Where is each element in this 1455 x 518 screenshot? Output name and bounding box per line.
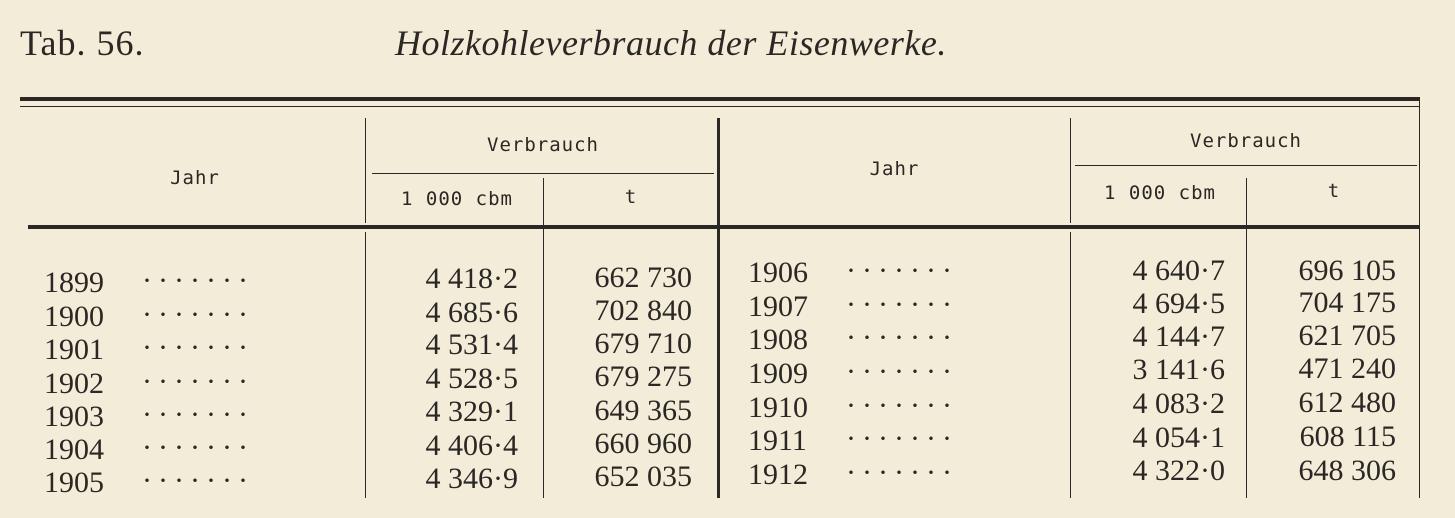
unit-weight-header-left: t — [624, 186, 638, 208]
table-right-edge — [1419, 100, 1420, 498]
volume-cell: 4 322·0 — [1132, 454, 1225, 487]
weight-cell: 648 306 — [1298, 454, 1396, 487]
leader-dots: ······· — [142, 365, 254, 398]
weight-cell: 621 705 — [1298, 319, 1396, 352]
leader-dots: ······· — [846, 422, 958, 455]
volume-cell: 4 346·9 — [425, 462, 518, 495]
header-bottom-rule — [28, 225, 1420, 229]
consumption-header-right: Verbrauch — [1190, 130, 1302, 152]
weight-cell: 679 710 — [594, 327, 692, 360]
volume-cell: 4 528·5 — [425, 362, 518, 395]
weight-cell: 660 960 — [594, 427, 692, 460]
year-cell: 1902 — [44, 367, 104, 400]
table-number: Tab. 56. — [20, 23, 145, 63]
weight-cell: 649 365 — [594, 394, 692, 427]
year-cell: 1904 — [44, 433, 104, 466]
weight-cell: 662 730 — [594, 261, 692, 294]
year-header-left: Jahr — [170, 167, 220, 189]
top-rule-thick — [20, 97, 1420, 101]
volume-cell: 4 531·4 — [425, 328, 518, 361]
leader-dots: ······· — [142, 298, 254, 331]
year-cell: 1909 — [748, 357, 808, 390]
year-cell: 1907 — [748, 290, 808, 323]
year-cell: 1910 — [748, 391, 808, 424]
volume-cell: 4 144·7 — [1132, 320, 1225, 353]
year-cell: 1899 — [44, 266, 104, 299]
volume-cell: 4 640·7 — [1132, 254, 1225, 287]
year-cell: 1912 — [748, 458, 808, 491]
divider-right-data — [1070, 232, 1071, 498]
weight-cell: 704 175 — [1298, 286, 1396, 319]
weight-cell: 679 275 — [594, 360, 692, 393]
divider-left-data — [365, 232, 366, 498]
table-title: Holzkohleverbrauch der Eisenwerke. — [395, 23, 947, 63]
year-cell: 1900 — [44, 300, 104, 333]
leader-dots: ······· — [142, 464, 254, 497]
year-cell: 1903 — [44, 400, 104, 433]
year-cell: 1911 — [748, 424, 807, 457]
volume-cell: 3 141·6 — [1132, 353, 1225, 386]
leader-dots: ······· — [846, 254, 958, 287]
leader-dots: ······· — [846, 389, 958, 422]
weight-cell: 702 840 — [594, 294, 692, 327]
weight-cell: 471 240 — [1298, 352, 1396, 385]
consumption-header-left: Verbrauch — [487, 134, 599, 156]
volume-cell: 4 329·1 — [425, 395, 518, 428]
volume-cell: 4 418·2 — [425, 262, 518, 295]
weight-cell: 608 115 — [1299, 420, 1396, 453]
leader-dots: ······· — [142, 331, 254, 364]
volume-cell: 4 694·5 — [1132, 287, 1225, 320]
weight-cell: 652 035 — [594, 460, 692, 493]
year-header-right: Jahr — [869, 158, 920, 180]
unit-volume-header-left: 1 000 cbm — [401, 188, 513, 210]
volume-cell: 4 685·6 — [425, 296, 518, 329]
leader-dots: ······· — [846, 321, 958, 354]
volume-cell: 4 406·4 — [425, 429, 518, 462]
weight-cell: 696 105 — [1298, 254, 1396, 287]
divider-center — [717, 118, 720, 498]
divider-right-year — [1070, 118, 1071, 223]
leader-dots: ······· — [846, 355, 958, 388]
leader-dots: ······· — [142, 398, 254, 431]
year-cell: 1908 — [748, 323, 808, 356]
divider-left-year — [365, 118, 366, 223]
top-rule-thin — [20, 106, 1420, 107]
year-cell: 1901 — [44, 333, 104, 366]
volume-cell: 4 083·2 — [1132, 387, 1225, 420]
unit-weight-header-right: t — [1327, 180, 1341, 202]
leader-dots: ······· — [846, 288, 958, 321]
leader-dots: ······· — [846, 456, 958, 489]
unit-volume-header-right: 1 000 cbm — [1104, 182, 1216, 204]
consumption-underline-left — [372, 173, 714, 174]
consumption-underline-right — [1075, 165, 1417, 166]
year-cell: 1905 — [44, 466, 104, 499]
leader-dots: ······· — [142, 431, 254, 464]
leader-dots: ······· — [142, 264, 254, 297]
volume-cell: 4 054·1 — [1132, 421, 1225, 454]
year-cell: 1906 — [748, 256, 808, 289]
weight-cell: 612 480 — [1298, 386, 1396, 419]
